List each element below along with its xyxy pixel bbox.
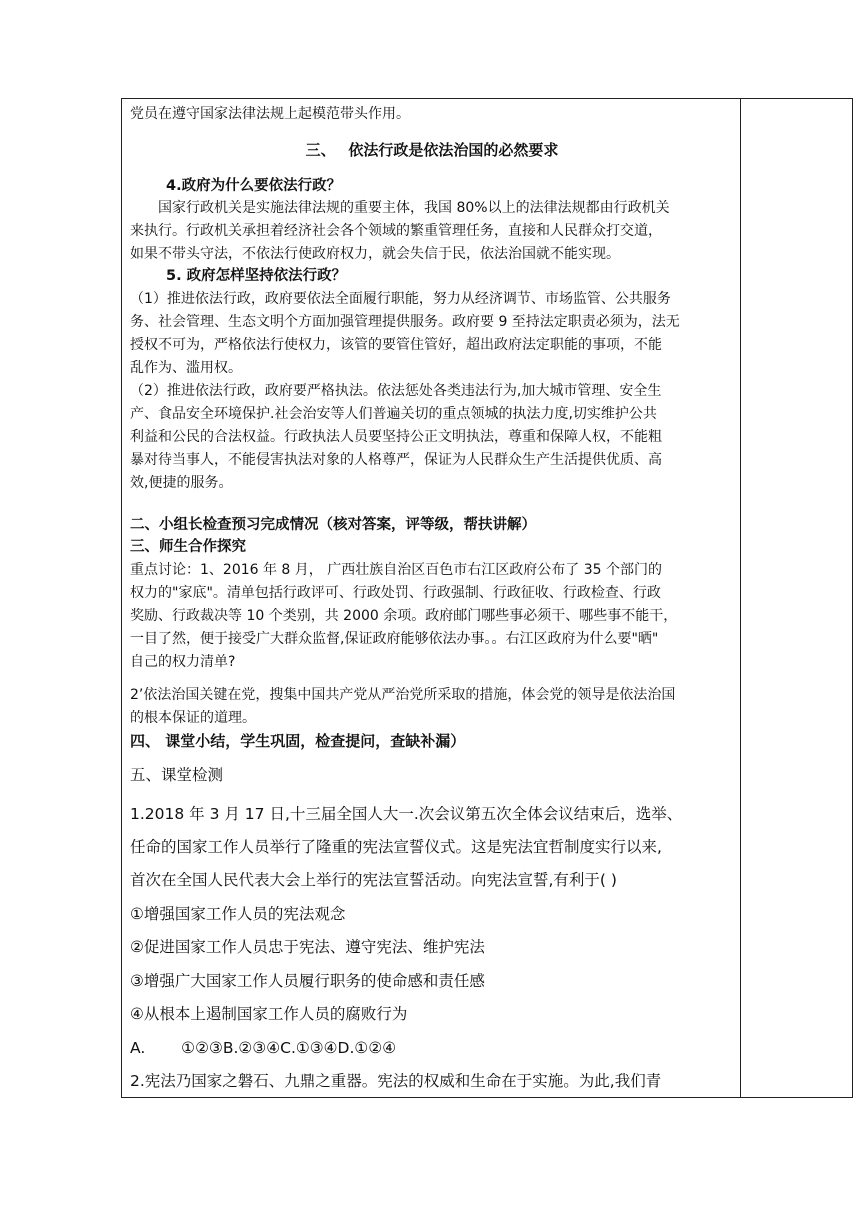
text-line: 奖励、行政裁决等 10 个类别，共 2000 余项。政府邮门哪些事必须干、哪些事不能干， xyxy=(130,608,678,624)
option-line: ③增强广大国家工作人员履行职务的使命感和责任感 xyxy=(130,972,485,990)
text-line: 如果不带头守法，不依法行使政府权力，就会失信于民，依法治国就不能实现。 xyxy=(130,246,620,262)
text-line: 国家行政机关是实施法律法规的重要主体，我国 80%以上的法律法规都由行政机关 xyxy=(158,200,670,216)
question-5: 5. 政府怎样坚持依法行政？ xyxy=(166,268,347,284)
test-line: 首次在全国人民代表大会上举行的宪法宣誓活动。向宪法宣誓,有利于( ) xyxy=(130,871,617,889)
option-line: ④从根本上遏制国家工作人员的腐败行为 xyxy=(130,1005,408,1023)
section-heading-5: 五、课堂检测 xyxy=(130,766,224,784)
text-line: 一目了然，便于接受广大群众监督,保证政府能够依法办事。。右江区政府为什么要"晒" xyxy=(130,631,659,647)
text-line: 利益和公民的合法权益。行政执法人员要坚持公正文明执法，尊重和保障人权，不能粗 xyxy=(130,429,662,445)
text-line: 来执行。行政机关承担着经济社会各个领域的繁重管理任务，直接和人民群众打交道， xyxy=(130,223,662,239)
option-line: ②促进国家工作人员忠于宪法、遵守宪法、维护宪法 xyxy=(130,938,485,956)
section-heading-4: 四、 课堂小结，学生巩固，检查提问，查缺补漏） xyxy=(130,732,466,750)
text-line: 产、食品安全环境保护.社会治安等人们普遍关切的重点领城的执法力度,切实维护公共 xyxy=(130,406,657,422)
text-line: （1）推进依法行政，政府要依法全面履行职能，努力从经济调节、市场监管、公共服务 xyxy=(130,291,671,307)
test-line: 任命的国家工作人员举行了隆重的宪法宣誓仪式。这是宪法宜哲制度实行以来, xyxy=(130,838,662,856)
text-line: 党员在遵守国家法律法规上起模范带头作用。 xyxy=(130,106,410,122)
text-line: 2’依法治国关键在党，搜集中国共产党从严治党所采取的措施，体会党的领导是依法治国 xyxy=(130,687,676,703)
text-line: 务、社会管理、生态文明个方面加强管理提供服务。政府要 9 至持法定职责必须为，法无 xyxy=(130,314,680,330)
lesson-table xyxy=(121,98,853,1098)
test-line: 1.2018 年 3 月 17 日,十三届全国人大一.次会议第五次全体会议结束后，选举、 xyxy=(130,805,683,823)
question-4: 4.政府为什么要依法行政？ xyxy=(166,178,342,194)
text-line: （2）推进依法行政，政府要严格执法。依法惩处各类违法行为,加大城市管理、安全生 xyxy=(130,383,662,399)
section-heading-3: 三、 依法行政是依法治国的必然要求 xyxy=(305,141,559,159)
option-line: ①增强国家工作人员的宪法观念 xyxy=(130,905,346,923)
column-divider xyxy=(740,99,741,1097)
section-heading-2: 二、小组长检查预习完成情况（核对答案，评等级，帮扶讲解） xyxy=(130,517,536,533)
text-line: 乱作为、滥用权。 xyxy=(130,360,242,376)
section-heading-3b: 三、师生合作探究 xyxy=(130,539,246,555)
text-line: 效,便捷的服务。 xyxy=(130,475,233,491)
text-line: 重点讨论：1、2016 年 8 月， 广西壮族自治区百色市右江区政府公布了 35 个部门的 xyxy=(130,562,662,578)
text-line: 授权不可为，严格依法行使权力，该管的要管住管好，超出政府法定职能的事项，不能 xyxy=(130,337,662,353)
text-line: 权力的"家底"。清单包括行政评可、行政处罚、行政强制、行政征收、行政检查、行政 xyxy=(130,585,661,601)
text-line: 暴对待当事人，不能侵害执法对象的人格尊严，保证为人民群众生产生活提供优质、高 xyxy=(130,452,662,468)
text-line: 的根本保证的道理。 xyxy=(130,710,256,726)
text-line: 自己的权力清单? xyxy=(130,654,236,670)
answer-choices: A. ①②③B.②③④C.①③④D.①②④ xyxy=(130,1039,397,1057)
test-line: 2.宪法乃国家之磐石、九鼎之重器。宪法的权威和生命在于实施。为此,我们青 xyxy=(130,1072,662,1090)
